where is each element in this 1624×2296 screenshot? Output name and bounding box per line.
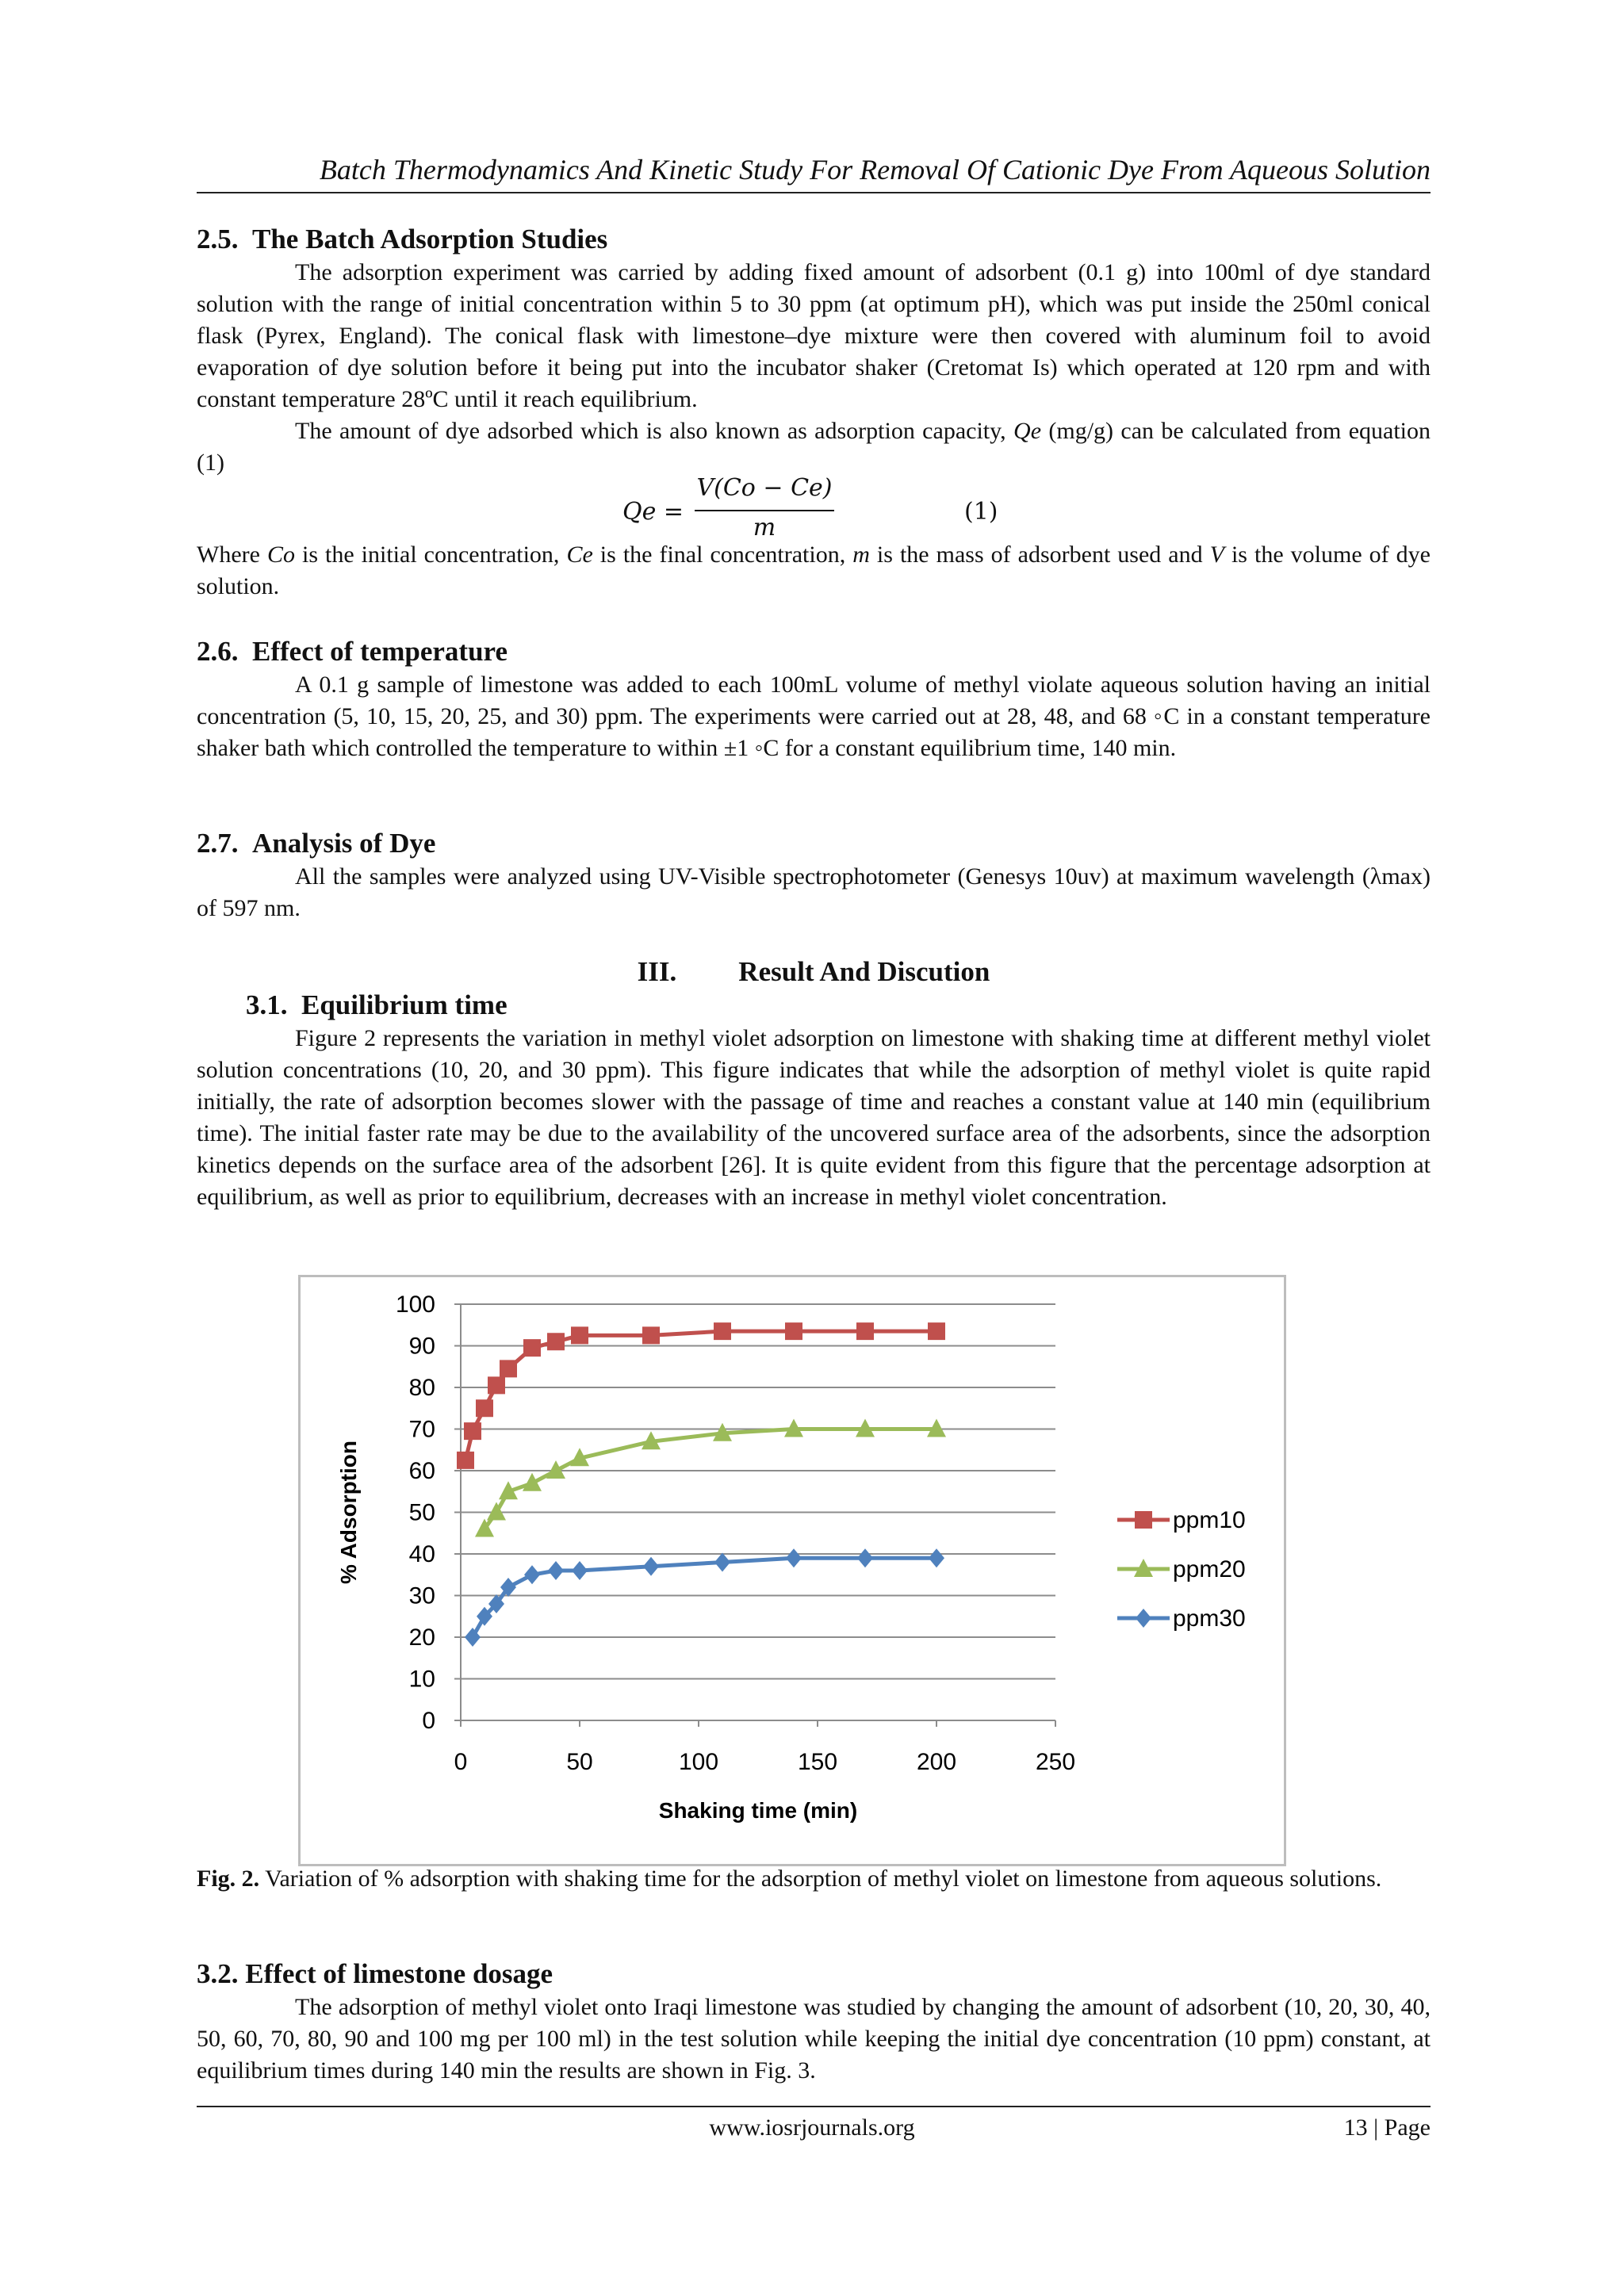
x-tick-label: 0 — [454, 1749, 468, 1775]
section-title: The Batch Adsorption Studies — [252, 224, 608, 254]
data-point-ppm10 — [476, 1399, 493, 1417]
paragraph: A 0.1 g sample of limestone was added to each 100mL volume of methyl violate aqueous solution having an initial concentration (5, 10, 15, 20, 25, and 30) ppm. The experiments were carried out at 28, 48, and 68 ◦C in a constant temperature shaker bath which controlled the temperature to within ±1 ◦C for a constant equilibrium time, 140 min. — [197, 672, 1431, 761]
section-2-6 — [197, 634, 1431, 764]
footer-rule — [197, 2106, 1431, 2107]
series-ppm20 — [475, 1419, 946, 1537]
footer-page-number: 13 | Page — [1343, 2114, 1431, 2141]
x-tick-labels — [454, 1749, 1075, 1775]
figure-caption-text: Variation of % adsorption with shaking time for the adsorption of methyl violet on limestone from aqueous solutions. — [259, 1866, 1382, 1892]
section-roman: III. — [637, 956, 677, 987]
data-point-ppm10 — [457, 1452, 474, 1469]
data-point-ppm10 — [571, 1326, 588, 1344]
y-tick-label: 0 — [422, 1708, 435, 1734]
paragraph: The adsorption experiment was carried by adding fixed amount of adsorbent (0.1 g) into 100ml of dye standard solution with the range of initial concentration within 5 to 30 ppm (at optimum pH), which was put inside the 250ml conical flask (Pyrex, England). The conical flask with limestone–dye mixture were then covered with aluminum foil to avoid evaporation of dye solution before it being put into the incubator shaker (Cretomat Is) which operated at 120 rpm and with constant temperature 28ºC until it reach equilibrium. — [197, 259, 1431, 412]
data-point-ppm30 — [572, 1561, 588, 1580]
figure-caption — [197, 1863, 1431, 1895]
data-point-ppm10 — [642, 1326, 660, 1344]
legend-item-ppm20 — [1117, 1556, 1246, 1582]
running-head: Batch Thermodynamics And Kinetic Study For Removal Of Cationic Dye From Aqueous Solution — [319, 154, 1431, 186]
data-point-ppm20 — [523, 1473, 542, 1491]
fraction-bar — [695, 510, 834, 511]
section-III-heading — [197, 955, 1431, 989]
series-ppm10 — [457, 1322, 945, 1469]
legend-marker — [1135, 1511, 1152, 1529]
data-point-ppm30 — [929, 1548, 944, 1567]
section-heading — [197, 222, 1431, 257]
section-2-5 — [197, 222, 1431, 479]
section-title: Effect of temperature — [252, 636, 508, 667]
series-line-ppm20 — [485, 1429, 936, 1529]
legend-item-ppm30 — [1117, 1605, 1246, 1632]
legend-marker — [1136, 1609, 1151, 1628]
section-number: 2.5. — [197, 224, 239, 254]
data-point-ppm10 — [488, 1376, 505, 1394]
y-tick-label: 30 — [408, 1582, 435, 1609]
paragraph: Where Co is the initial concentration, Ce is the final concentration, m is the mass of adsorbent used and V is the volume of dye solution. — [197, 541, 1431, 599]
section-title: Result And Discution — [738, 956, 990, 987]
y-tick-label: 20 — [408, 1624, 435, 1651]
section-heading — [197, 988, 1431, 1023]
axes — [454, 1304, 1055, 1727]
legend-label: ppm10 — [1173, 1507, 1246, 1533]
y-tick-label: 70 — [408, 1416, 435, 1443]
x-tick-label: 50 — [566, 1749, 593, 1775]
section-heading — [197, 1957, 1431, 1992]
section-title: Analysis of Dye — [252, 828, 436, 859]
y-tick-label: 90 — [408, 1333, 435, 1360]
section-title: Equilibrium time — [301, 989, 508, 1020]
section-number: 2.6. — [197, 636, 239, 667]
x-tick-label: 100 — [678, 1749, 719, 1775]
section-number: 3.1. — [246, 989, 288, 1020]
x-tick-label: 150 — [797, 1749, 838, 1775]
y-tick-label: 60 — [408, 1458, 435, 1484]
equation-numerator: V(Co − Ce) — [696, 474, 833, 502]
data-point-ppm10 — [714, 1322, 731, 1340]
header-rule — [197, 192, 1431, 193]
x-tick-label: 200 — [916, 1749, 957, 1775]
data-point-ppm10 — [464, 1422, 481, 1440]
series-ppm30 — [465, 1548, 944, 1647]
series-group — [457, 1322, 946, 1647]
data-point-ppm30 — [786, 1548, 802, 1567]
data-point-ppm10 — [856, 1322, 874, 1340]
paragraph: All the samples were analyzed using UV-Visible spectrophotometer (Genesys 10uv) at maximum wavelength (λmax) of 597 nm. — [197, 863, 1431, 921]
section-number: 3.2. — [197, 1958, 239, 1989]
data-point-ppm30 — [548, 1561, 564, 1580]
data-point-ppm30 — [643, 1557, 659, 1576]
section-heading — [197, 634, 1431, 669]
paragraph: Figure 2 represents the variation in methyl violet adsorption on limestone with shaking time at different methyl violet solution concentrations (10, 20, and 30 ppm). This figure indicates that while the adsorption of methyl violet is quite rapid initially, the rate of adsorption becomes slower with the passage of time and reaches a constant value at 140 min (equilibrium time). The initial faster rate may be due to the availability of the uncovered surface area of the adsorbents, since the adsorption kinetics depends on the surface area of the adsorbent [26]. It is quite evident from this figure that the percentage adsorption at equilibrium, as well as prior to equilibrium, decreases with an increase in methyl violet concentration. — [197, 1025, 1431, 1210]
legend-label: ppm20 — [1173, 1556, 1246, 1582]
y-tick-label: 10 — [408, 1666, 435, 1693]
equation-denominator: m — [753, 514, 776, 541]
data-point-ppm10 — [500, 1360, 517, 1377]
paragraph: The amount of dye adsorbed which is also known as adsorption capacity, Qe (mg/g) can be calculated from equation (1) — [197, 418, 1431, 476]
section-3-2 — [197, 1957, 1431, 2087]
section-2-7 — [197, 826, 1431, 924]
footer-url[interactable]: www.iosrjournals.org — [709, 2114, 915, 2141]
y-tick-label: 40 — [408, 1541, 435, 1567]
figure-2-chart — [298, 1275, 1286, 1866]
section-3-1 — [197, 988, 1431, 1213]
data-point-ppm20 — [546, 1460, 565, 1479]
section-title: Effect of limestone dosage — [245, 1958, 553, 1989]
y-axis-label: % Adsorption — [336, 1441, 361, 1584]
data-point-ppm20 — [487, 1502, 506, 1521]
equation-label: (1) — [964, 498, 998, 526]
y-tick-label: 80 — [408, 1375, 435, 1401]
data-point-ppm10 — [785, 1322, 802, 1340]
data-point-ppm30 — [714, 1553, 730, 1572]
data-point-ppm30 — [524, 1565, 540, 1584]
series-line-ppm30 — [473, 1558, 936, 1637]
paragraph: The adsorption of methyl violet onto Iraqi limestone was studied by changing the amount of adsorbent (10, 20, 30, 40, 50, 60, 70, 80, 90 and 100 mg per 100 ml) in the test solution while keeping the initial dye concentration (10 ppm) constant, at equilibrium times during 140 min the results are shown in Fig. 3. — [197, 1994, 1431, 2084]
data-point-ppm10 — [523, 1339, 541, 1357]
equation-lhs: Qe = — [622, 498, 684, 526]
legend-label: ppm30 — [1173, 1605, 1246, 1632]
legend-item-ppm10 — [1117, 1507, 1246, 1533]
y-tick-labels — [396, 1292, 435, 1734]
figure-label: Fig. 2. — [197, 1866, 260, 1892]
gridlines — [461, 1304, 1055, 1679]
y-tick-label: 50 — [408, 1499, 435, 1526]
where-paragraph — [197, 539, 1431, 603]
chart-svg — [301, 1277, 1284, 1864]
section-number: 2.7. — [197, 828, 239, 859]
legend — [1117, 1507, 1246, 1632]
x-axis-label: Shaking time (min) — [658, 1798, 858, 1823]
x-tick-label: 250 — [1035, 1749, 1076, 1775]
data-point-ppm30 — [857, 1548, 873, 1567]
data-point-ppm10 — [547, 1333, 565, 1350]
section-heading — [197, 826, 1431, 861]
data-point-ppm10 — [928, 1322, 945, 1340]
y-tick-label: 100 — [395, 1292, 435, 1318]
